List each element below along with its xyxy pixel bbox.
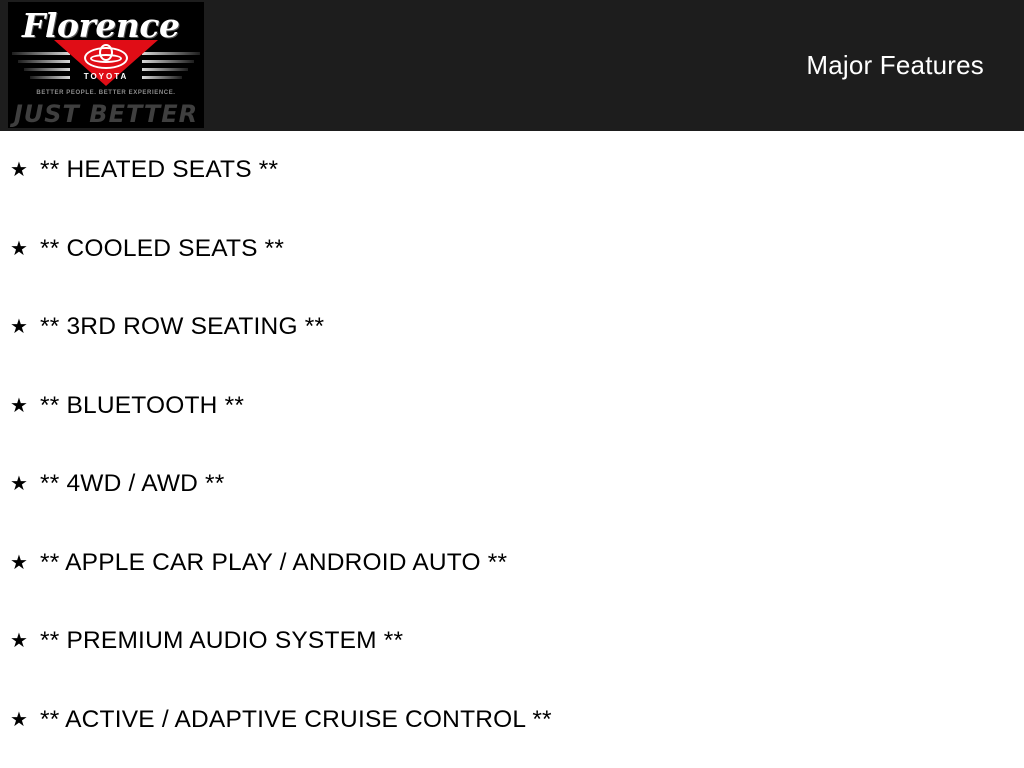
toyota-wordmark: TOYOTA	[83, 72, 129, 81]
feature-label: ** HEATED SEATS **	[40, 156, 279, 184]
feature-label: ** BLUETOOTH **	[40, 391, 245, 419]
dealer-name-script: Florence	[22, 6, 180, 45]
star-icon: ★	[10, 159, 28, 182]
list-item	[0, 524, 1024, 603]
star-icon: ★	[10, 473, 28, 496]
star-icon: ★	[10, 708, 28, 731]
list-item	[0, 210, 1024, 289]
star-icon: ★	[10, 551, 28, 574]
list-item	[0, 445, 1024, 524]
dealer-tagline: BETTER PEOPLE. BETTER EXPERIENCE.	[36, 90, 176, 96]
star-icon: ★	[10, 394, 28, 417]
star-icon: ★	[10, 316, 28, 339]
features-list	[0, 131, 1024, 759]
feature-label: ** ACTIVE / ADAPTIVE CRUISE CONTROL **	[40, 705, 552, 733]
list-item	[0, 131, 1024, 210]
list-item	[0, 602, 1024, 681]
dealer-logo[interactable]	[8, 2, 204, 128]
feature-label: ** APPLE CAR PLAY / ANDROID AUTO **	[40, 548, 508, 576]
list-item	[0, 288, 1024, 367]
star-icon: ★	[10, 237, 28, 260]
feature-label: ** PREMIUM AUDIO SYSTEM **	[40, 627, 404, 655]
list-item	[0, 681, 1024, 760]
star-icon: ★	[10, 630, 28, 653]
feature-label: ** 4WD / AWD **	[40, 470, 225, 498]
dealer-slogan: JUST BETTER	[13, 100, 199, 128]
feature-label: ** COOLED SEATS **	[40, 234, 285, 262]
toyota-logo-icon	[84, 44, 128, 72]
page-title: Major Features	[806, 50, 984, 80]
page-header	[0, 0, 1024, 131]
list-item	[0, 367, 1024, 446]
feature-label: ** 3RD ROW SEATING **	[40, 313, 325, 341]
